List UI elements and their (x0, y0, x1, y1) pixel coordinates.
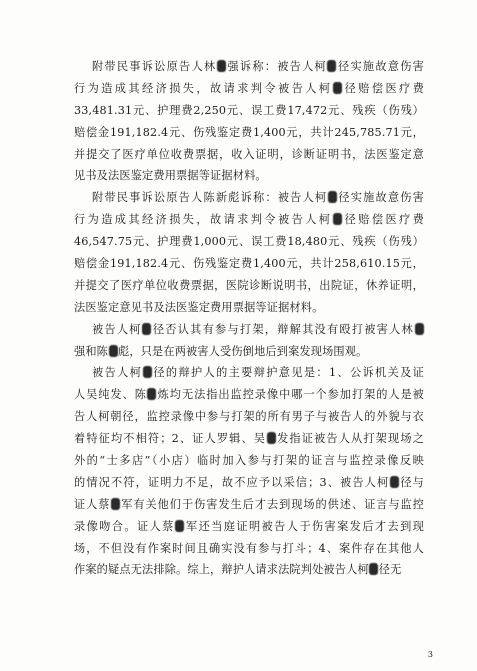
text-segment: 径与 (399, 475, 424, 489)
text-segment: 径实施故意伤害 (336, 60, 424, 73)
text-segment: 录像吻合。证人蔡 (74, 519, 175, 533)
text-segment: 并提交了医疗单位收费票据，医院诊断说明书，出院证，休养证明， (74, 278, 424, 292)
page-number: 3 (427, 650, 433, 659)
text-line (74, 406, 424, 428)
text-line (74, 78, 424, 100)
redaction-mark (111, 498, 120, 510)
text-segment: 附带民事诉讼原告人陈新彪诉称：被告人柯 (92, 191, 328, 205)
text-line (74, 341, 424, 363)
text-segment: 强诉称：被告人柯 (226, 60, 327, 73)
text-segment: 径的辩护人的主要辩护意见是：1、公诉机关及证 (152, 366, 424, 380)
text-segment: 赔偿金191,182.4元、伤残鉴定费1,400元，共计258,610.15元， (74, 257, 424, 271)
text-line (74, 275, 424, 297)
text-segment: 径无 (378, 563, 402, 577)
text-segment: 径赔偿医疗费 (342, 81, 424, 95)
text-line (74, 362, 424, 384)
text-segment: 附带民事诉讼原告人林 (92, 60, 217, 73)
text-line (74, 559, 424, 581)
paragraph-defendant-denial (74, 319, 424, 363)
text-line (74, 187, 424, 209)
text-line (74, 231, 424, 253)
redaction-mark (267, 432, 276, 444)
text-line (74, 165, 424, 187)
text-segment: 径赔偿医疗费 (342, 213, 424, 227)
paragraph-claim-lin (74, 56, 424, 187)
redaction-mark (333, 82, 342, 94)
text-segment: 被告人柯 (92, 366, 143, 380)
text-segment: 作案的疑点无法排除。综上，辩护人请求法院判处被告人柯 (74, 563, 369, 577)
text-line (74, 538, 424, 560)
text-line (74, 516, 424, 538)
redaction-mark (175, 520, 184, 532)
text-segment: 人吴纯发、陈 (74, 388, 147, 402)
redaction-mark (333, 213, 342, 225)
text-line (74, 56, 424, 78)
redaction-mark (327, 60, 336, 72)
text-segment: 赔偿金191,182.4元、伤残鉴定费1,400元，共计245,785.71元， (74, 125, 424, 139)
text-segment: 的情况不符，证明力不足，故不应予以采信；3、被告人柯 (74, 475, 390, 489)
text-segment: 行为造成其经济损失，故请求判令被告人柯 (74, 81, 333, 95)
text-segment: 军还当庭证明被告人于伤害案发后才去到现 (184, 519, 425, 533)
text-line (74, 494, 424, 516)
text-segment: 着特征均不相符；2、证人罗辑、吴 (74, 432, 267, 446)
text-line (74, 144, 424, 166)
text-line (74, 297, 424, 319)
text-line (74, 209, 424, 231)
text-segment: 告人柯朝径，监控录像中参与打架的所有男子与被告人的外貌与衣 (74, 410, 424, 424)
redaction-mark (390, 476, 399, 488)
redaction-mark (142, 323, 151, 335)
text-segment: 径否认其有参与打架，辩解其没有殴打被害人林 (151, 322, 414, 336)
text-segment: 彪，只是在两被害人受伤倒地后到案发现场围观。 (118, 344, 368, 358)
text-line (74, 253, 424, 275)
text-line (74, 384, 424, 406)
redaction-mark (328, 191, 337, 203)
text-segment: 33,481.31元、护理费2,250元、误工费17,472元、残疾（伤残） (74, 103, 424, 117)
text-segment: 见书及法医鉴定费用票据等证据材料。 (74, 169, 267, 183)
text-segment: 场，不但没有作案时间且确实没有参与打斗；4、案件存在其他人 (74, 541, 424, 555)
paragraph-claim-chen (74, 187, 424, 318)
redaction-mark (217, 60, 226, 72)
text-line (74, 100, 424, 122)
text-segment: 并提交了医疗单位收费票据，收入证明，诊断证明书，法医鉴定意 (74, 147, 424, 161)
text-line (74, 319, 424, 341)
redaction-mark (109, 345, 118, 357)
text-line (74, 122, 424, 144)
document-body (74, 56, 424, 581)
text-segment: 证人蔡 (74, 497, 111, 511)
redaction-mark (369, 563, 378, 575)
text-segment: 径实施故意伤害 (337, 191, 424, 205)
text-line (74, 428, 424, 450)
text-segment: 被告人柯 (92, 322, 142, 336)
redaction-mark (147, 388, 156, 400)
text-segment: 外的“士多店”（小店）临时加入参与打架的证言与监控录像反映 (74, 454, 424, 468)
text-segment: 炼均无法指出监控录像中哪一个参加打架的人是被 (156, 388, 424, 402)
text-line (74, 472, 424, 494)
text-line (74, 450, 424, 472)
paragraph-defense-opinion (74, 362, 424, 581)
text-segment: 强和陈 (74, 344, 109, 358)
redaction-mark (415, 323, 424, 335)
text-segment: 46,547.75元、护理费1,000元、误工费18,480元、残疾（伤残） (74, 235, 424, 249)
text-segment: 军有关他们于伤害发生后才去到现场的供述、证言与监控 (120, 497, 424, 511)
text-segment: 法医鉴定意见书及法医鉴定费用票据等证据材料。 (74, 300, 324, 314)
text-segment: 行为造成其经济损失，故请求判令被告人柯 (74, 213, 333, 227)
text-segment: 发指证被告人从打架现场之 (276, 432, 424, 446)
redaction-mark (143, 366, 152, 378)
